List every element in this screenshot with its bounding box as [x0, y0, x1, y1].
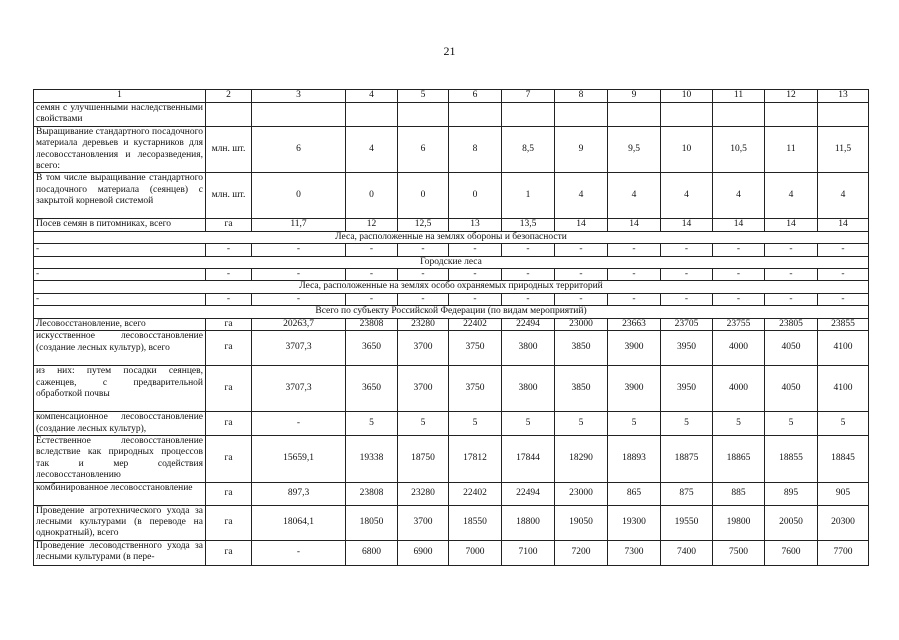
value-cell: 3707,3 [252, 331, 346, 366]
value-cell: - [502, 293, 555, 305]
value-cell: 14 [713, 219, 765, 231]
value-cell: 6900 [398, 540, 449, 565]
forest-plan-table [33, 89, 869, 566]
value-cell: 19800 [713, 505, 765, 540]
value-cell: 20300 [818, 505, 869, 540]
value-cell: 6800 [346, 540, 398, 565]
value-cell: 3707,3 [252, 366, 346, 412]
value-cell [608, 103, 661, 127]
activity-name-cell: компенсационное лесовосстановление (создание лесных культур), [34, 412, 206, 436]
value-cell: - [661, 269, 713, 281]
value-cell: - [713, 293, 765, 305]
value-cell: 885 [713, 482, 765, 505]
unit-cell: га [206, 435, 252, 482]
value-cell: 23705 [661, 318, 713, 330]
table-row [34, 435, 869, 482]
value-cell: 18050 [346, 505, 398, 540]
value-cell: 7600 [765, 540, 818, 565]
activity-name-cell: В том числе выращивание стандартного посадочного материала (сеянцев) с закрытой корневой системой [34, 173, 206, 219]
value-cell: 23855 [818, 318, 869, 330]
value-cell: 4 [713, 173, 765, 219]
column-number-cell: 8 [555, 90, 608, 103]
value-cell: 4 [346, 126, 398, 173]
value-cell: 23000 [555, 482, 608, 505]
value-cell: 18865 [713, 435, 765, 482]
value-cell: 11,5 [818, 126, 869, 173]
value-cell: - [398, 293, 449, 305]
value-cell: 19338 [346, 435, 398, 482]
value-cell: 15659,1 [252, 435, 346, 482]
value-cell: 4 [555, 173, 608, 219]
value-cell: 22494 [502, 318, 555, 330]
value-cell: 14 [608, 219, 661, 231]
table-row [34, 103, 869, 127]
value-cell: 7000 [449, 540, 502, 565]
value-cell: 4 [818, 173, 869, 219]
value-cell: 3900 [608, 331, 661, 366]
value-cell: 18800 [502, 505, 555, 540]
value-cell: 905 [818, 482, 869, 505]
unit-cell: - [206, 244, 252, 256]
value-cell: 3900 [608, 366, 661, 412]
activity-name-cell: - [34, 269, 206, 281]
column-number-cell: 6 [449, 90, 502, 103]
value-cell: 14 [765, 219, 818, 231]
value-cell [252, 103, 346, 127]
column-number-cell: 2 [206, 90, 252, 103]
value-cell: 0 [398, 173, 449, 219]
value-cell: 3700 [398, 366, 449, 412]
value-cell: 5 [398, 412, 449, 436]
table-row [34, 293, 869, 305]
unit-cell: га [206, 366, 252, 412]
section-title: Леса, расположенные на землях обороны и безопасности [34, 231, 869, 243]
value-cell: 23755 [713, 318, 765, 330]
value-cell: 18875 [661, 435, 713, 482]
value-cell: - [765, 269, 818, 281]
value-cell: - [765, 244, 818, 256]
value-cell: 13,5 [502, 219, 555, 231]
value-cell: 10,5 [713, 126, 765, 173]
value-cell: - [449, 244, 502, 256]
activity-name-cell: искусственное лесовосстановление (создание лесных культур), всего [34, 331, 206, 366]
section-title: Всего по субъекту Российской Федерации (по видам мероприятий) [34, 306, 869, 318]
value-cell: - [608, 244, 661, 256]
value-cell: - [398, 269, 449, 281]
table-row [34, 505, 869, 540]
activity-name-cell: семян с улучшенными наследственными свойствами [34, 103, 206, 127]
activity-name-cell: - [34, 293, 206, 305]
value-cell: 7100 [502, 540, 555, 565]
value-cell: 18845 [818, 435, 869, 482]
value-cell: - [608, 269, 661, 281]
value-cell: - [818, 244, 869, 256]
value-cell: 17844 [502, 435, 555, 482]
value-cell: 20263,7 [252, 318, 346, 330]
value-cell: 18750 [398, 435, 449, 482]
value-cell: 23663 [608, 318, 661, 330]
value-cell: 19050 [555, 505, 608, 540]
unit-cell: га [206, 540, 252, 565]
value-cell: 4000 [713, 366, 765, 412]
value-cell: - [661, 244, 713, 256]
section-header-row [34, 306, 869, 318]
value-cell: 0 [346, 173, 398, 219]
unit-cell: га [206, 318, 252, 330]
value-cell [818, 103, 869, 127]
table-row [34, 244, 869, 256]
value-cell [346, 103, 398, 127]
value-cell [765, 103, 818, 127]
value-cell: 5 [818, 412, 869, 436]
value-cell: 20050 [765, 505, 818, 540]
value-cell: 3700 [398, 505, 449, 540]
value-cell: 5 [608, 412, 661, 436]
table-row [34, 269, 869, 281]
activity-name-cell: Проведение агротехнического ухода за лесными культурами (в переводе на однократный), всего [34, 505, 206, 540]
value-cell: 23280 [398, 318, 449, 330]
value-cell: 11 [765, 126, 818, 173]
value-cell [713, 103, 765, 127]
value-cell: - [555, 269, 608, 281]
value-cell: - [502, 244, 555, 256]
value-cell: 3950 [661, 331, 713, 366]
value-cell: 3650 [346, 331, 398, 366]
value-cell: 18893 [608, 435, 661, 482]
unit-cell: га [206, 219, 252, 231]
value-cell: - [502, 269, 555, 281]
value-cell: 5 [449, 412, 502, 436]
value-cell: 7500 [713, 540, 765, 565]
table-row [34, 366, 869, 412]
table-row [34, 412, 869, 436]
value-cell: 4050 [765, 331, 818, 366]
value-cell: - [346, 244, 398, 256]
value-cell: - [555, 244, 608, 256]
value-cell: 19550 [661, 505, 713, 540]
section-title: Леса, расположенные на землях особо охраняемых природных территорий [34, 281, 869, 293]
table-row [34, 173, 869, 219]
column-number-cell: 10 [661, 90, 713, 103]
column-number-cell: 3 [252, 90, 346, 103]
value-cell: - [252, 244, 346, 256]
value-cell: 4000 [713, 331, 765, 366]
value-cell: 5 [555, 412, 608, 436]
unit-cell: га [206, 482, 252, 505]
value-cell: - [713, 244, 765, 256]
value-cell: 4 [661, 173, 713, 219]
column-number-cell: 1 [34, 90, 206, 103]
value-cell: 14 [555, 219, 608, 231]
value-cell: 8 [449, 126, 502, 173]
unit-cell: млн. шт. [206, 173, 252, 219]
value-cell: 11,7 [252, 219, 346, 231]
value-cell: 895 [765, 482, 818, 505]
value-cell [555, 103, 608, 127]
value-cell: 5 [346, 412, 398, 436]
section-header-row [34, 231, 869, 243]
value-cell: - [661, 293, 713, 305]
value-cell: 5 [661, 412, 713, 436]
value-cell: 7700 [818, 540, 869, 565]
value-cell: 6 [398, 126, 449, 173]
column-number-cell: 5 [398, 90, 449, 103]
column-number-cell: 11 [713, 90, 765, 103]
value-cell: 23808 [346, 318, 398, 330]
value-cell: - [398, 244, 449, 256]
table-row [34, 318, 869, 330]
value-cell: 8,5 [502, 126, 555, 173]
table-row [34, 482, 869, 505]
value-cell: 9 [555, 126, 608, 173]
table-row [34, 219, 869, 231]
value-cell: 14 [661, 219, 713, 231]
value-cell: - [252, 412, 346, 436]
column-number-cell: 4 [346, 90, 398, 103]
value-cell: 3800 [502, 366, 555, 412]
unit-cell: - [206, 269, 252, 281]
value-cell: 18290 [555, 435, 608, 482]
value-cell: 3950 [661, 366, 713, 412]
page-number: 21 [443, 44, 456, 58]
value-cell: 4050 [765, 366, 818, 412]
activity-name-cell: Лесовосстановление, всего [34, 318, 206, 330]
value-cell [502, 103, 555, 127]
unit-cell [206, 103, 252, 127]
value-cell: 19300 [608, 505, 661, 540]
value-cell: - [818, 269, 869, 281]
table-row [34, 126, 869, 173]
value-cell [398, 103, 449, 127]
activity-name-cell: Выращивание стандартного посадочного материала деревьев и кустарников для лесовосстановления и лесоразведения, всего: [34, 126, 206, 173]
value-cell: - [252, 293, 346, 305]
value-cell: 3750 [449, 366, 502, 412]
value-cell: - [713, 269, 765, 281]
activity-name-cell: Проведение лесоводственного ухода за лесными культурами (в пере- [34, 540, 206, 565]
activity-name-cell: Естественное лесовосстановление вследствие как природных процессов так и мер содействия лесовосстановлению [34, 435, 206, 482]
column-number-cell: 9 [608, 90, 661, 103]
value-cell: - [608, 293, 661, 305]
value-cell: 18064,1 [252, 505, 346, 540]
value-cell: 875 [661, 482, 713, 505]
value-cell: 7300 [608, 540, 661, 565]
unit-cell: га [206, 505, 252, 540]
value-cell: 4100 [818, 331, 869, 366]
unit-cell: га [206, 331, 252, 366]
activity-name-cell: из них: путем посадки сеянцев, саженцев, с предварительной обработкой почвы [34, 366, 206, 412]
value-cell: 12,5 [398, 219, 449, 231]
value-cell: 3850 [555, 331, 608, 366]
value-cell: 22494 [502, 482, 555, 505]
value-cell: - [346, 293, 398, 305]
value-cell: 13 [449, 219, 502, 231]
value-cell: 7200 [555, 540, 608, 565]
value-cell: 12 [346, 219, 398, 231]
value-cell: 23808 [346, 482, 398, 505]
value-cell: 3700 [398, 331, 449, 366]
value-cell: 3750 [449, 331, 502, 366]
unit-cell: га [206, 412, 252, 436]
value-cell: 5 [713, 412, 765, 436]
value-cell: - [765, 293, 818, 305]
value-cell: 18550 [449, 505, 502, 540]
value-cell: 5 [502, 412, 555, 436]
value-cell: 5 [765, 412, 818, 436]
value-cell: 0 [449, 173, 502, 219]
table-row [34, 331, 869, 366]
value-cell: 4 [765, 173, 818, 219]
value-cell: 23000 [555, 318, 608, 330]
value-cell: 10 [661, 126, 713, 173]
section-header-row [34, 256, 869, 268]
section-title: Городские леса [34, 256, 869, 268]
value-cell: - [449, 293, 502, 305]
unit-cell: - [206, 293, 252, 305]
value-cell: - [449, 269, 502, 281]
value-cell: - [818, 293, 869, 305]
value-cell: 22402 [449, 482, 502, 505]
value-cell: 3650 [346, 366, 398, 412]
value-cell: 23280 [398, 482, 449, 505]
table-row [34, 540, 869, 565]
value-cell: 865 [608, 482, 661, 505]
value-cell: 3850 [555, 366, 608, 412]
value-cell: 14 [818, 219, 869, 231]
value-cell: - [346, 269, 398, 281]
value-cell [661, 103, 713, 127]
value-cell: 897,3 [252, 482, 346, 505]
column-number-cell: 12 [765, 90, 818, 103]
value-cell [449, 103, 502, 127]
value-cell: 23805 [765, 318, 818, 330]
value-cell: - [555, 293, 608, 305]
value-cell: 9,5 [608, 126, 661, 173]
value-cell: 6 [252, 126, 346, 173]
value-cell: 7400 [661, 540, 713, 565]
value-cell: 4 [608, 173, 661, 219]
value-cell: 0 [252, 173, 346, 219]
unit-cell: млн. шт. [206, 126, 252, 173]
value-cell: 1 [502, 173, 555, 219]
activity-name-cell: Посев семян в питомниках, всего [34, 219, 206, 231]
value-cell: 3800 [502, 331, 555, 366]
activity-name-cell: комбинированное лесовосстановление [34, 482, 206, 505]
value-cell: - [252, 540, 346, 565]
value-cell: 17812 [449, 435, 502, 482]
value-cell: 4100 [818, 366, 869, 412]
section-header-row [34, 281, 869, 293]
column-number-cell: 7 [502, 90, 555, 103]
activity-name-cell: - [34, 244, 206, 256]
column-number-row [34, 90, 869, 103]
value-cell: 22402 [449, 318, 502, 330]
column-number-cell: 13 [818, 90, 869, 103]
value-cell: - [252, 269, 346, 281]
value-cell: 18855 [765, 435, 818, 482]
